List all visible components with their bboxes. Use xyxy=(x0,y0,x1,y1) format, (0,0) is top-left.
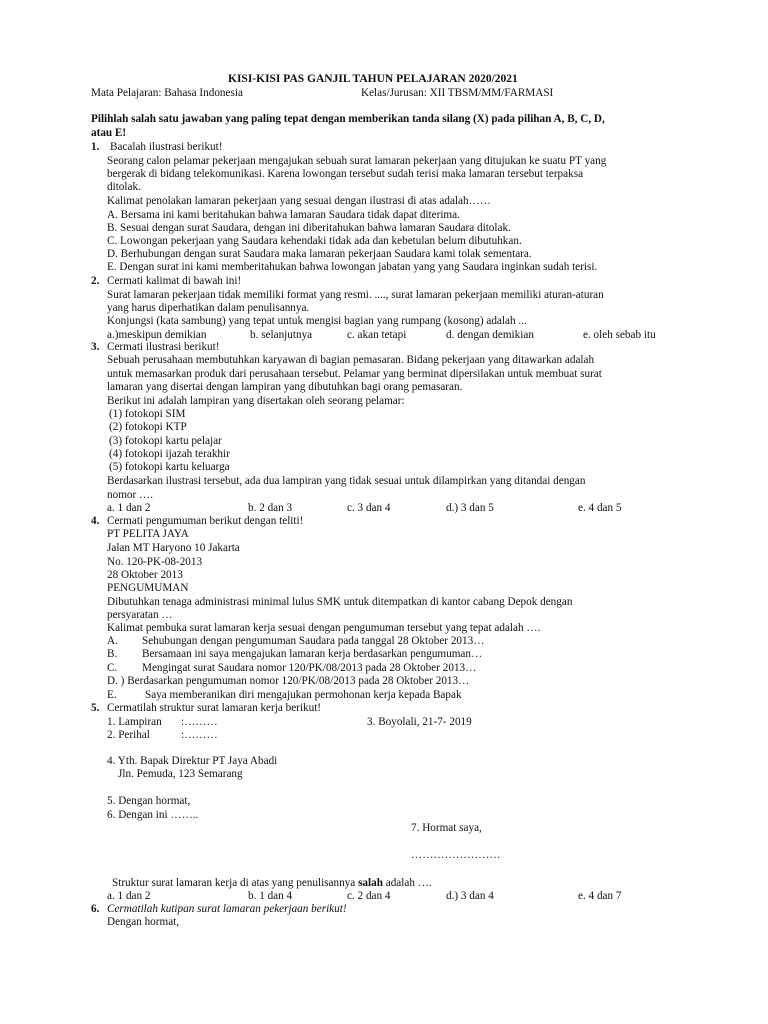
q4-company: PT PELITA JAYA xyxy=(107,528,189,540)
q5-question: Struktur surat lamaran kerja di atas yang penulisannya salah adalah …. xyxy=(112,877,432,889)
q4-prompt: Cermati pengumuman berikut dengan teliti! xyxy=(107,515,304,527)
q1-text: ditolak. xyxy=(107,181,141,193)
q3-prompt: Cermati ilustrasi berikut! xyxy=(107,341,220,353)
q5-closing: 7. Hormat saya, xyxy=(411,822,482,834)
q1-number: 1. xyxy=(91,141,100,153)
q2-text: Surat lamaran pekerjaan tidak memiliki format yang resmi. ...., surat lamaran pekerjaan memiliki aturan-aturan xyxy=(107,289,604,301)
class-label: Kelas/Jurusan: XII TBSM/MM/FARMASI xyxy=(361,87,554,99)
q4-option-b-label: B. xyxy=(107,648,118,660)
q5-lampiran: 1. Lampiran xyxy=(107,716,162,728)
q5-perihal-dots: :……… xyxy=(181,729,218,741)
q5-perihal: 2. Perihal xyxy=(107,729,150,741)
q4-option-a: Sehubungan dengan pengumuman Saudara pada tanggal 28 Oktober 2013… xyxy=(142,635,485,647)
q3-list-item: (2) fotokopi KTP xyxy=(109,421,187,433)
q5-place-date: 3. Boyolali, 21-7- 2019 xyxy=(367,716,472,728)
q5-option-b: b. 1 dan 4 xyxy=(248,890,293,902)
q3-option-c: c. 3 dan 4 xyxy=(347,502,391,514)
q3-number: 3. xyxy=(91,341,100,353)
q3-list-item: (4) fotokopi ijazah terakhir xyxy=(109,448,230,460)
q2-text: yang harus diperhatikan dalam penulisannya. xyxy=(107,302,310,314)
q3-option-e: e. 4 dan 5 xyxy=(578,502,622,514)
q1-option-e: E. Dengan surat ini kami memberitahukan bahwa lowongan jabatan yang yang Saudara inginkan sudah terisi. xyxy=(107,261,598,273)
q4-number: 4. xyxy=(91,515,100,527)
q5-option-d: d.) 3 dan 4 xyxy=(446,890,494,902)
q5-option-e: e. 4 dan 7 xyxy=(578,890,622,902)
instruction-line-2: atau E! xyxy=(91,127,127,139)
q1-option-d: D. Berhubungan dengan surat Saudara maka lamaran pekerjaan Saudara kami tolak sementara. xyxy=(107,248,532,260)
q2-option-a: a.)meskipun demikian xyxy=(107,329,207,341)
q1-text: bergerak di bidang telekomunikasi. Karena lowongan tersebut sudah terisi maka lamaran tersebut terpaksa xyxy=(107,168,584,180)
q3-option-a: a. 1 dan 2 xyxy=(107,502,151,514)
q2-option-c: c. akan tetapi xyxy=(347,329,407,341)
q2-option-e: e. oleh sebab itu xyxy=(583,329,656,341)
q5-salutation: 5. Dengan hormat, xyxy=(107,795,191,807)
q5-addressee: 4. Yth. Bapak Direktur PT Jaya Abadi xyxy=(107,755,278,767)
q6-text: Dengan hormat, xyxy=(107,916,180,928)
q4-address: Jalan MT Haryono 10 Jakarta xyxy=(107,542,240,554)
q2-number: 2. xyxy=(91,275,100,287)
q3-text: Berikut ini adalah lampiran yang disertakan oleh seorang pelamar: xyxy=(107,395,405,407)
q2-option-d: d. dengan demikian xyxy=(446,329,534,341)
q3-list-item: (1) fotokopi SIM xyxy=(109,408,186,420)
q3-text: untuk memasarkan produk dari perusahaan tersebut. Pelamar yang berminat dipersilakan untuk membuat surat xyxy=(107,368,602,380)
q1-option-b: B. Sesuai dengan surat Saudara, dengan ini diberitahukan bahwa lamaran Saudara ditolak. xyxy=(107,222,511,234)
q4-option-e-label: E. xyxy=(107,689,117,701)
q2-prompt: Cermati kalimat di bawah ini! xyxy=(107,275,242,287)
q4-option-e: Saya memberanikan diri mengajukan permohonan kerja kepada Bapak xyxy=(145,689,462,701)
q3-list-item: (3) fotokopi kartu pelajar xyxy=(109,435,222,447)
q2-option-b: b. selanjutnya xyxy=(250,329,313,341)
q3-text: lamaran yang disertai dengan lampiran yang dibutuhkan bagi orang pemasaran. xyxy=(107,381,463,393)
q5-street: Jln. Pemuda, 123 Semarang xyxy=(118,768,243,780)
q4-date: 28 Oktober 2013 xyxy=(107,569,183,581)
q6-number: 6. xyxy=(91,903,100,915)
q3-option-d: d.) 3 dan 5 xyxy=(446,502,494,514)
q5-option-a: a. 1 dan 2 xyxy=(107,890,151,902)
q4-question: Kalimat pembuka surat lamaran kerja sesuai dengan pengumuman tersebut yang tepat adalah …. xyxy=(107,622,541,634)
q5-signature-line: …………………… xyxy=(411,849,501,861)
q4-option-c-label: C. xyxy=(107,662,118,674)
page-title: KISI-KISI PAS GANJIL TAHUN PELAJARAN 2020/2021 xyxy=(228,73,518,85)
q3-option-b: b. 2 dan 3 xyxy=(248,502,293,514)
q1-option-c: C. Lowongan pekerjaan yang Saudara kehendaki tidak ada dan kebetulan belum dibutuhkan. xyxy=(107,235,522,247)
q5-number: 5. xyxy=(91,702,100,714)
q1-question: Kalimat penolakan lamaran pekerjaan yang sesuai dengan ilustrasi di atas adalah…… xyxy=(107,195,491,207)
q1-prompt: Bacalah ilustrasi berikut! xyxy=(110,141,223,153)
q4-letter-number: No. 120-PK-08-2013 xyxy=(107,556,203,568)
q1-option-a: A. Bersama ini kami beritahukan bahwa lamaran Saudara tidak dapat diterima. xyxy=(107,209,460,221)
q4-option-c: Mengingat surat Saudara nomor 120/PK/08/2013 pada 28 Oktober 2013… xyxy=(142,662,477,674)
q5-lampiran-dots: :……… xyxy=(181,716,218,728)
q4-text: persyaratan … xyxy=(107,609,173,621)
q1-text: Seorang calon pelamar pekerjaan mengajukan sebuah surat lamaran pekerjaan yang ditujukan ke suatu PT yang xyxy=(107,155,607,167)
q3-list-item: (5) fotokopi kartu keluarga xyxy=(109,461,230,473)
q4-option-a-label: A. xyxy=(107,635,118,647)
q2-question: Konjungsi (kata sambung) yang tepat untuk mengisi bagian yang rumpang (kosong) adalah ... xyxy=(107,315,527,327)
q4-heading: PENGUMUMAN xyxy=(107,582,189,594)
q4-option-d: D. ) Berdasarkan pengumuman nomor 120/PK/08/2013 pada 28 Oktober 2013… xyxy=(107,675,470,687)
q5-option-c: c. 2 dan 4 xyxy=(347,890,391,902)
instruction-line-1: Pilihlah salah satu jawaban yang paling tepat dengan memberikan tanda silang (X) pada pilihan A, B, C, D, xyxy=(91,113,605,125)
q3-question: nomor …. xyxy=(107,489,153,501)
q5-prompt: Cermatilah struktur surat lamaran kerja berikut! xyxy=(107,702,322,714)
q4-option-b: Bersamaan ini saya mengajukan lamaran kerja berdasarkan pengumuman… xyxy=(142,648,483,660)
q5-body: 6. Dengan ini …….. xyxy=(107,809,199,821)
q6-prompt: Cermatilah kutipan surat lamaran pekerjaan berikut! xyxy=(107,903,347,915)
q4-text: Dibutuhkan tenaga administrasi minimal lulus SMK untuk ditempatkan di kantor cabang Depok dengan xyxy=(107,596,573,608)
q3-question: Berdasarkan ilustrasi tersebut, ada dua lampiran yang tidak sesuai untuk dilampirkan yang ditandai dengan xyxy=(107,475,586,487)
q3-text: Sebuah perusahaan membutuhkan karyawan di bagian pemasaran. Bidang pekerjaan yang ditawarkan adalah xyxy=(107,354,595,366)
subject-label: Mata Pelajaran: Bahasa Indonesia xyxy=(91,87,243,99)
